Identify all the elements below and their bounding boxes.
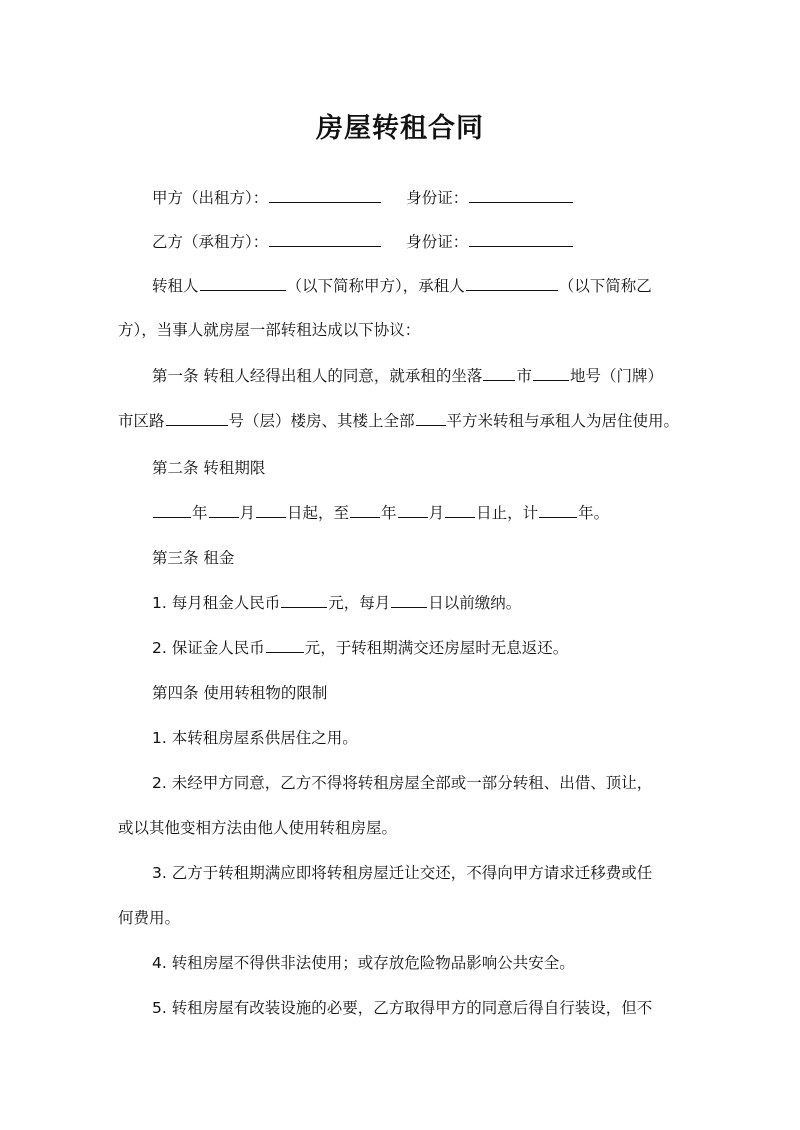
city-blank — [483, 366, 515, 381]
article1-line-2 — [118, 411, 679, 431]
road-number-blank — [166, 411, 228, 426]
payment-day-blank — [391, 593, 427, 608]
start-month-label: 月 — [239, 504, 256, 522]
article2-heading: 第二条 转租期限 — [152, 459, 266, 477]
article1-line-1 — [152, 366, 663, 386]
end-day-label: 日止，计 — [476, 504, 539, 522]
start-month-blank — [209, 503, 239, 518]
rent-text-3: 日以前缴纳。 — [428, 594, 522, 612]
intro-text-2: （以下简称甲方），承租人 — [286, 277, 465, 295]
article4-item-4: 4. 转租房屋不得供非法使用；或存放危险物品影响公共安全。 — [152, 954, 575, 972]
deposit-text-1: 2. 保证金人民币 — [152, 639, 265, 657]
monthly-rent-blank — [281, 593, 327, 608]
article1-text-4: 市区路 — [118, 412, 165, 430]
start-year-blank — [153, 503, 191, 518]
article1-text-3: 地号（门牌） — [569, 367, 663, 385]
deposit-blank — [266, 638, 304, 653]
article4-item-5-line-1: 5. 转租房屋有改装设施的必要，乙方取得甲方的同意后得自行装设，但不 — [152, 999, 653, 1017]
article2-period-line — [152, 503, 609, 523]
article4-item-3-line-1: 3. 乙方于转租期满应即将转租房屋迁让交还，不得向甲方请求迁移费或任 — [152, 864, 653, 882]
intro-line-1 — [152, 276, 652, 296]
article1-text-5: 号（层）楼房、其楼上全部 — [228, 412, 415, 430]
party-a-line — [152, 188, 574, 208]
party-b-id-label: 身份证： — [406, 233, 469, 251]
total-years-label: 年。 — [578, 504, 610, 522]
party-b-name-blank — [269, 232, 381, 247]
intro-text-1: 转租人 — [152, 277, 199, 295]
start-year-label: 年 — [192, 504, 208, 522]
sublessor-blank — [200, 276, 286, 291]
end-month-blank — [398, 503, 428, 518]
deposit-text-2: 元，于转租期满交还房屋时无息返还。 — [304, 639, 569, 657]
rent-text-2: 元，每月 — [328, 594, 391, 612]
start-day-blank — [256, 503, 286, 518]
intro-line-2: 方），当事人就房屋一部转租达成以下协议： — [118, 321, 421, 339]
article4-item-2-line-1: 2. 未经甲方同意，乙方不得将转租房屋全部或一部分转租、出借、顶让， — [152, 774, 653, 792]
party-a-id-blank — [469, 188, 573, 203]
article3-item-2 — [152, 638, 568, 658]
article3-item-1 — [152, 593, 521, 613]
party-a-label: 甲方（出租方）： — [152, 189, 269, 207]
party-b-label: 乙方（承租方）： — [152, 233, 269, 251]
lot-blank — [533, 366, 569, 381]
end-day-blank — [445, 503, 475, 518]
article4-item-3-line-2: 何费用。 — [118, 909, 181, 927]
intro-text-3: （以下简称乙 — [558, 277, 652, 295]
article3-heading: 第三条 租金 — [152, 549, 235, 567]
sublessee-blank — [466, 276, 558, 291]
party-b-line — [152, 232, 574, 252]
total-years-blank — [539, 503, 577, 518]
party-a-name-blank — [269, 188, 381, 203]
article1-text-6: 平方米转租与承租人为居住使用。 — [446, 412, 680, 430]
party-a-id-label: 身份证： — [406, 189, 469, 207]
end-month-label: 月 — [428, 504, 445, 522]
document-title: 房屋转租合同 — [316, 113, 484, 144]
article1-text-2: 市 — [516, 367, 532, 385]
article4-item-2-line-2: 或以其他变相方法由他人使用转租房屋。 — [118, 819, 398, 837]
rent-text-1: 1. 每月租金人民币 — [152, 594, 281, 612]
article4-item-1: 1. 本转租房屋系供居住之用。 — [152, 729, 358, 747]
end-year-label: 年 — [381, 504, 397, 522]
area-blank — [416, 411, 446, 426]
article4-heading: 第四条 使用转租物的限制 — [152, 684, 328, 702]
end-year-blank — [350, 503, 380, 518]
party-b-id-blank — [469, 232, 573, 247]
article1-text-1: 第一条 转租人经得出租人的同意，就承租的坐落 — [152, 367, 483, 385]
start-day-label: 日起，至 — [287, 504, 350, 522]
